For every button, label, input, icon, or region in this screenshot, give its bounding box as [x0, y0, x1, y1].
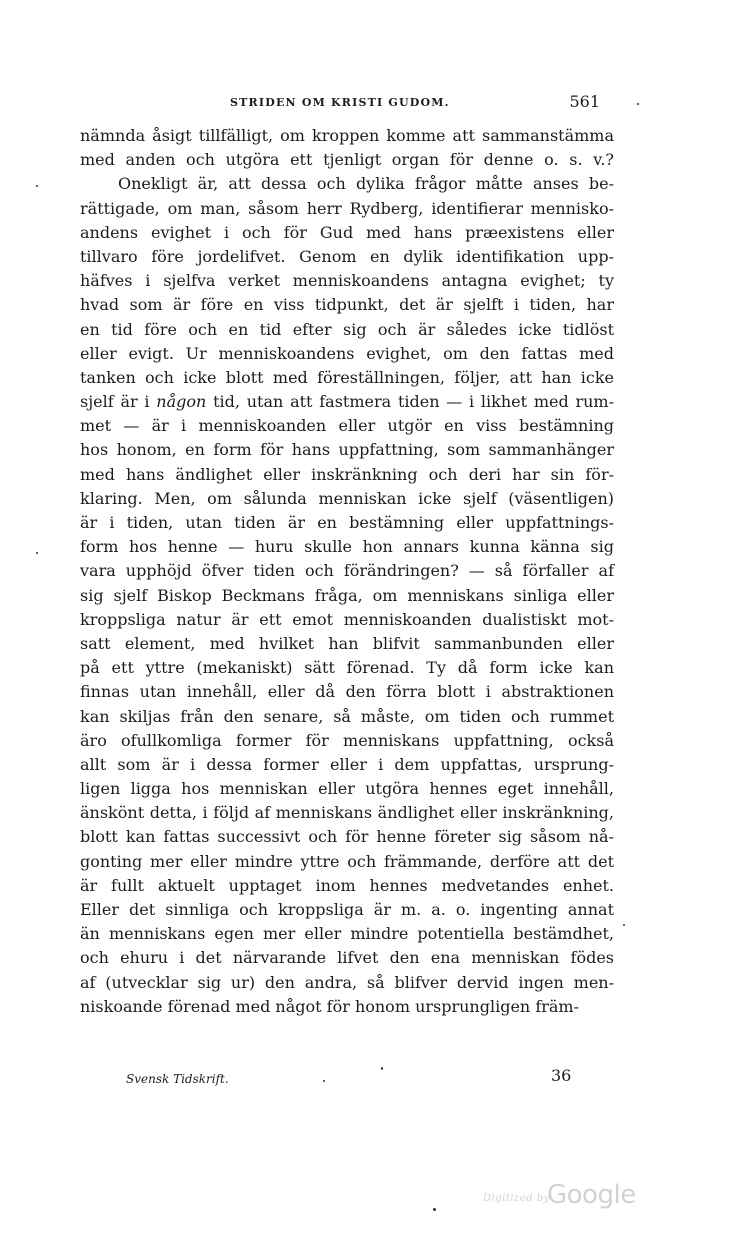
- text-line: tanken och icke blott med föreställningen, följer, att han icke: [80, 367, 614, 387]
- text-line: hvad som är före en viss tidpunkt, det är sjelft i tiden, har: [80, 295, 614, 315]
- running-header-title: STRIDEN OM KRISTI GUDOM.: [230, 96, 450, 109]
- text-line: sig sjelf Biskop Beckmans fråga, om menniskans sinliga eller: [80, 585, 614, 605]
- text-line: satt element, med hvilket han blifvit sammanbunden eller: [80, 633, 614, 653]
- text-line: äro ofullkomliga former för menniskans uppfattning, också: [80, 730, 614, 750]
- text-line: kan skiljas från den senare, så måste, om tiden och rummet: [80, 706, 614, 726]
- text-line: en tid före och en tid efter sig och är således icke tidlöst: [80, 319, 614, 339]
- page-number: 561: [569, 92, 600, 111]
- text-line: änskönt detta, i följd af menniskans ändlighet eller inskränkning,: [80, 803, 614, 823]
- scan-speck: [433, 1208, 436, 1211]
- text-line: och ehuru i det närvarande lifvet den ena menniskan födes: [80, 948, 614, 968]
- text-line: nämnda åsigt tillfälligt, om kroppen komme att sammanstämma: [80, 126, 614, 145]
- text-line: vara upphöjd öfver tiden och förändringen? — så förfaller af: [80, 561, 614, 581]
- text-line: form hos henne — huru skulle hon annars kunna känna sig: [80, 537, 614, 557]
- text-line: [80, 390, 614, 414]
- text-line: med hans ändlighet eller inskränkning och deri har sin för-: [80, 464, 614, 484]
- text-line: tillvaro före jordelifvet. Genom en dylik identifikation upp-: [80, 246, 614, 266]
- text-line: kroppsliga natur är ett emot menniskoanden dualistiskt mot-: [80, 609, 614, 629]
- scan-speck: [36, 185, 38, 187]
- text-line: Onekligt är, att dessa och dylika frågor måtte anses be-: [118, 174, 614, 194]
- text-line: är i tiden, utan tiden är en bestämning eller uppfattnings-: [80, 513, 614, 532]
- text-line: gonting mer eller mindre yttre och främmande, derföre att det: [80, 851, 614, 871]
- watermark-logo-text: Google: [547, 1180, 636, 1210]
- text-line: på ett yttre (mekaniskt) sätt förenad. Ty då form icke kan: [80, 658, 614, 678]
- text-line: finnas utan innehåll, eller då den förra blott i abstraktionen: [80, 682, 614, 702]
- body-text: [80, 124, 614, 1019]
- text-line: Eller det sinnliga och kroppsliga är m. a. o. ingenting annat: [80, 900, 614, 919]
- text-line: niskoande förenad med något för honom ursprungligen främ-: [80, 996, 579, 1016]
- text-line: allt som är i dessa former eller i dem uppfattas, ursprung-: [80, 754, 614, 774]
- text-line: än menniskans egen mer eller mindre potentiella bestämdhet,: [80, 924, 614, 944]
- text-line: af (utvecklar sig ur) den andra, så blifver dervid ingen men-: [80, 972, 614, 992]
- text-line: hos honom, en form för hans uppfattning, som sammanhänger: [80, 440, 614, 460]
- text-segment: tid, utan att fastmera tiden — i likhet med rum-: [206, 392, 614, 412]
- text-segment: sjelf är i: [80, 392, 157, 412]
- text-line: med anden och utgöra ett tjenligt organ för denne o. s. v.?: [80, 150, 614, 170]
- watermark-small-text: Digitized by: [483, 1193, 550, 1204]
- footer-signature: Svensk Tidskrift.: [126, 1072, 229, 1086]
- scan-speck: [623, 924, 625, 926]
- scan-speck: [637, 103, 639, 105]
- text-line: met — är i menniskoanden eller utgör en viss bestämning: [80, 416, 614, 436]
- text-line: häfves i sjelfva verket menniskoandens antagna evighet; ty: [80, 271, 614, 291]
- signature-mark: 36: [551, 1066, 572, 1085]
- running-header: [80, 94, 600, 116]
- scan-speck: [323, 1080, 325, 1082]
- text-line: eller evigt. Ur menniskoandens evighet, om den fattas med: [80, 343, 614, 363]
- scan-speck: [36, 552, 38, 554]
- digitized-watermark: [483, 1180, 653, 1220]
- text-line: blott kan fattas successivt och för henne företer sig såsom nå-: [80, 827, 614, 847]
- text-line: klaring. Men, om sålunda menniskan icke sjelf (väsentligen): [80, 488, 614, 508]
- text-line: andens evighet i och för Gud med hans præexistens eller: [80, 222, 614, 242]
- italic-word: någon: [156, 392, 207, 412]
- text-line: rättigade, om man, såsom herr Rydberg, identifierar mennisko-: [80, 198, 614, 218]
- scan-speck: [381, 1067, 383, 1070]
- text-line: är fullt aktuelt upptaget inom hennes medvetandes enhet.: [80, 875, 614, 895]
- text-line: ligen ligga hos menniskan eller utgöra hennes eget innehåll,: [80, 779, 614, 799]
